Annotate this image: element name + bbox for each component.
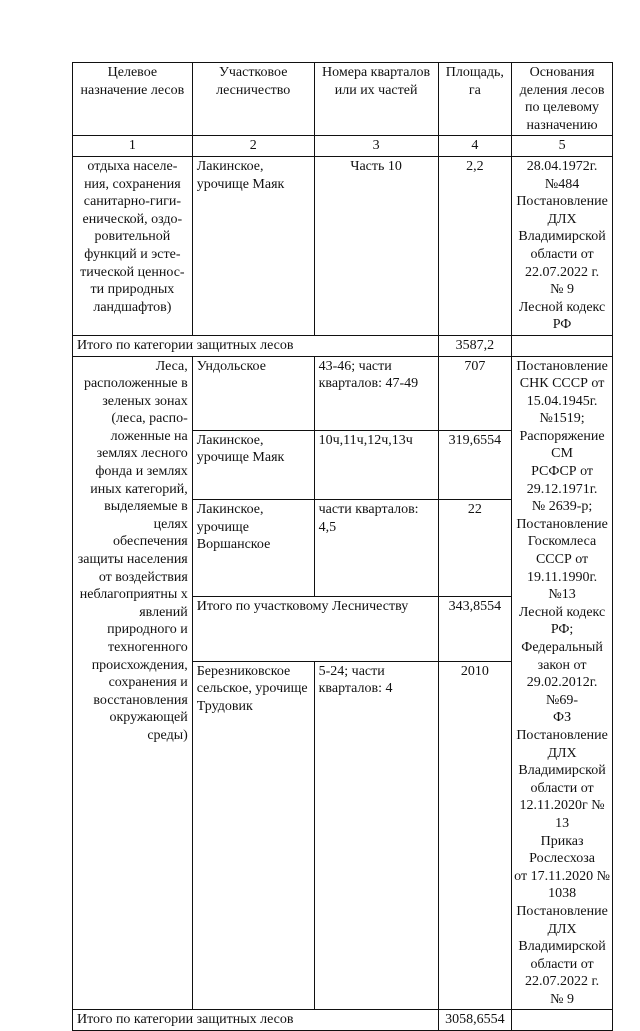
quarters-cell: 5-24; части кварталов: 4 <box>314 661 438 1010</box>
basis-line: 22.07.2022 г. <box>524 264 600 280</box>
column-number: 5 <box>512 136 613 157</box>
forestry-cell: Лакинское, урочище Воршанское <box>192 500 314 597</box>
header-basis: Основания деления лесов по целевому назначению <box>512 63 613 136</box>
table-row <box>73 356 613 430</box>
basis-line: 1038 <box>548 886 577 902</box>
column-number-row <box>73 136 613 157</box>
basis-line: Лесной кодекс РФ; <box>518 604 606 638</box>
total-row <box>73 1010 613 1031</box>
column-number: 2 <box>192 136 314 157</box>
basis-line: Приказ Рослесхоза <box>529 833 595 867</box>
basis-line: Владимирской <box>518 939 606 955</box>
basis-line: № 2639-р; <box>531 499 593 515</box>
empty-cell <box>512 1010 613 1031</box>
basis-cell <box>512 356 613 1010</box>
subtotal-value: 343,8554 <box>438 597 512 662</box>
forest-purpose-table <box>72 62 613 1031</box>
header-purpose: Целевое назначение лесов <box>73 63 193 136</box>
basis-line: области от <box>530 246 594 262</box>
total-row <box>73 335 613 356</box>
area-cell: 319,6554 <box>438 430 512 499</box>
quarters-cell: 43-46; части кварталов: 47-49 <box>314 356 438 430</box>
basis-line: РСФСР от <box>531 464 594 480</box>
basis-line: области от <box>530 780 594 796</box>
basis-line: ФЗ <box>553 710 572 726</box>
total-label: Итого по категории защитных лесов <box>73 1010 439 1031</box>
area-cell: 2010 <box>438 661 512 1010</box>
header-quarters: Номера кварталов или их частей <box>314 63 438 136</box>
basis-line: Распоряжение СМ <box>519 428 605 462</box>
column-number: 4 <box>438 136 512 157</box>
area-cell: 707 <box>438 356 512 430</box>
forestry-cell: Ундольское <box>192 356 314 430</box>
basis-line: Постановление ДЛХ <box>516 727 608 761</box>
basis-line: Постановление <box>516 903 608 919</box>
basis-line: № 9 <box>550 282 574 298</box>
basis-line: 28.04.1972г. <box>526 158 598 174</box>
basis-line: от 17.11.2020 № <box>514 868 610 884</box>
column-number: 1 <box>73 136 193 157</box>
column-number: 3 <box>314 136 438 157</box>
basis-line: 15.04.1945г. №1519; <box>526 393 598 427</box>
basis-cell <box>512 156 613 335</box>
basis-line: СНК СССР от <box>519 376 605 392</box>
area-cell: 2,2 <box>438 156 512 335</box>
area-cell: 22 <box>438 500 512 597</box>
table-row <box>73 156 613 335</box>
empty-cell <box>512 335 613 356</box>
header-area: Площадь, га <box>438 63 512 136</box>
forestry-cell: Березниковское сельское, урочище Трудовик <box>192 661 314 1010</box>
total-value: 3587,2 <box>438 335 512 356</box>
quarters-cell: 10ч,11ч,12ч,13ч <box>314 430 438 499</box>
forestry-cell: Лакинское, урочище Маяк <box>192 156 314 335</box>
basis-line: 22.07.2022 г. <box>524 974 600 990</box>
basis-line: 29.02.2012г. №69- <box>526 675 598 708</box>
basis-line: ДЛХ <box>547 211 577 227</box>
header-forestry: Участковое лесничество <box>192 63 314 136</box>
basis-line: Лесной кодекс <box>518 299 606 315</box>
basis-line: 12.11.2020г № 13 <box>519 798 605 831</box>
header-row <box>73 63 613 136</box>
total-value: 3058,6554 <box>438 1010 512 1031</box>
forestry-cell: Лакинское, урочище Маяк <box>192 430 314 499</box>
basis-line: Постановление <box>516 194 608 210</box>
basis-line: № 9 <box>550 991 574 1007</box>
purpose-cell: отдыха населе- ния, сохранения санитарно-гиги- енической, оздо- ровительной функций и эсте- тической ценнос- ти природных ландшафтов) <box>73 156 193 335</box>
quarters-cell: части кварталов: 4,5 <box>314 500 438 597</box>
basis-line: Владимирской <box>518 229 606 245</box>
basis-line: 29.12.1971г. <box>526 481 598 497</box>
subtotal-label: Итого по участковому Лесничеству <box>192 597 438 662</box>
basis-line: области от <box>530 956 594 972</box>
total-label: Итого по категории защитных лесов <box>73 335 439 356</box>
basis-line: закон от <box>537 657 587 673</box>
purpose-cell: Леса, расположенные в зеленых зонах (леса, распо- ложенные на землях лесного фонда и землях иных категорий, выделяемые в целях обеспечения защиты населения от воздействия неблагоприятны х явлений природного и техногенного происхождения, сохранения и восстановления окружающей среды) <box>73 356 193 1010</box>
basis-line: Федеральный <box>521 640 603 655</box>
basis-line: Госкомлеса СССР от <box>527 534 597 568</box>
basis-line: Владимирской <box>518 763 606 779</box>
quarters-cell: Часть 10 <box>314 156 438 335</box>
basis-line: №484 <box>544 176 580 192</box>
basis-line: 19.11.1990г. №13 <box>526 569 598 603</box>
basis-line: РФ <box>552 317 572 333</box>
basis-line: ДЛХ <box>547 921 577 937</box>
basis-line: Постановление <box>516 358 608 374</box>
basis-line: Постановление <box>516 516 608 532</box>
